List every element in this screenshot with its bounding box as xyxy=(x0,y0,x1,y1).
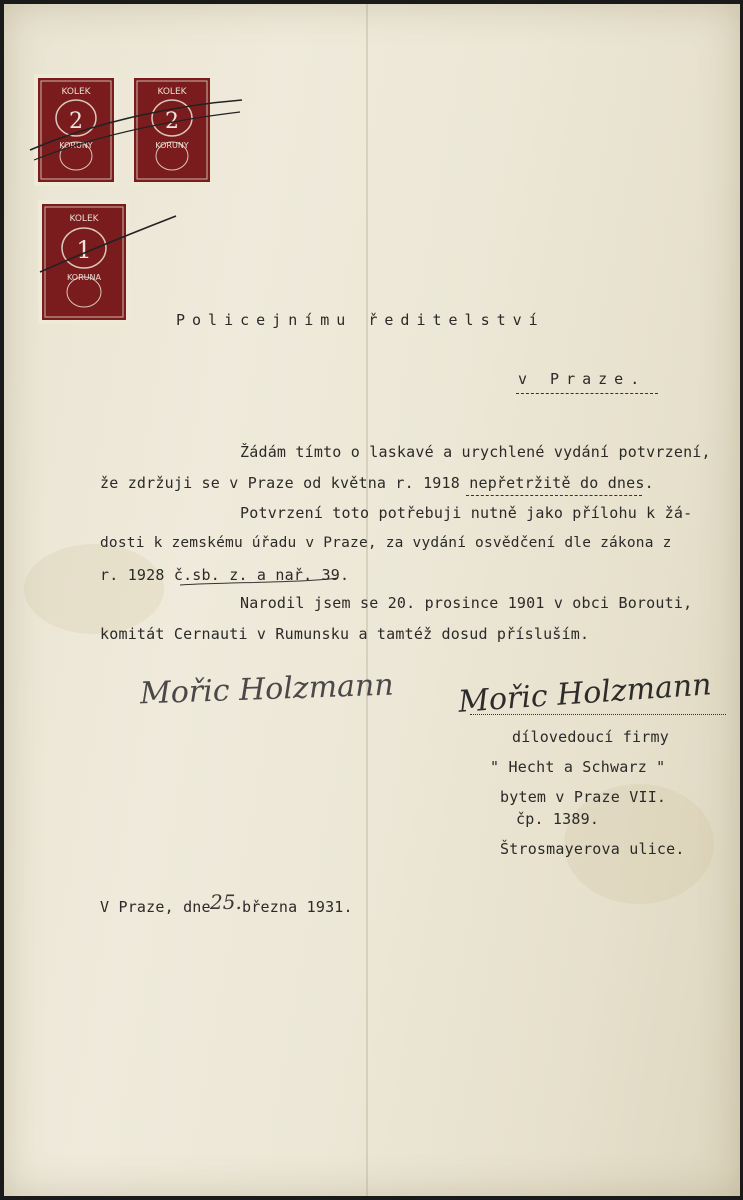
signature-handwritten: Mořic Holzmann xyxy=(457,667,713,720)
signature-line xyxy=(470,714,726,715)
body-line-7: komitát Cernauti v Rumunsku a tamtéž dosud přísluším. xyxy=(100,625,590,643)
stamp-unit: KORUNA xyxy=(67,273,101,282)
stamp-label: KOLEK xyxy=(157,87,187,97)
addressee-underline xyxy=(516,393,658,394)
stamp-label: KOLEK xyxy=(61,87,91,97)
body-line-1: Žádám tímto o laskavé a urychlené vydání potvrzení, xyxy=(240,443,711,461)
stamp-value: 2 xyxy=(69,109,83,134)
stamp-unit: KORUNY xyxy=(155,141,189,150)
body-underline xyxy=(466,495,642,496)
date-suffix: března 1931. xyxy=(242,898,353,916)
addressee-line-1: Policejnímu ředitelství xyxy=(176,311,545,329)
signature-printed: Mořic Holzmann xyxy=(139,667,395,712)
body-line-5: r. 1928 č.sb. z. a nař. 39. xyxy=(100,566,350,584)
stamp-label: KOLEK xyxy=(69,214,99,224)
date-day: 25. xyxy=(210,890,242,914)
stamp-unit: KORUNY xyxy=(59,141,93,150)
date-prefix: V Praze, dne xyxy=(100,898,211,916)
addressee-line-2: v Praze. xyxy=(518,370,647,388)
body-line-4: dosti k zemskému úřadu v Praze, za vydání osvědčení dle zákona z xyxy=(100,535,672,551)
stamp-value: 2 xyxy=(165,109,179,134)
sender-residence: bytem v Praze VII. xyxy=(500,788,667,806)
stamp-value: 1 xyxy=(76,236,92,264)
body-line-6: Narodil jsem se 20. prosince 1901 v obci Borouti, xyxy=(240,594,693,612)
sender-role: dílovedoucí firmy xyxy=(512,728,669,746)
body-line-3: Potvrzení toto potřebuji nutně jako přílohu k žá- xyxy=(240,504,693,522)
sender-number: čp. 1389. xyxy=(516,810,600,828)
sender-street: Štrosmayerova ulice. xyxy=(500,840,685,858)
sender-firm: " Hecht a Schwarz " xyxy=(490,758,666,776)
body-line-2: že zdržuji se v Praze od května r. 1918 nepřetržitě do dnes. xyxy=(100,474,654,492)
